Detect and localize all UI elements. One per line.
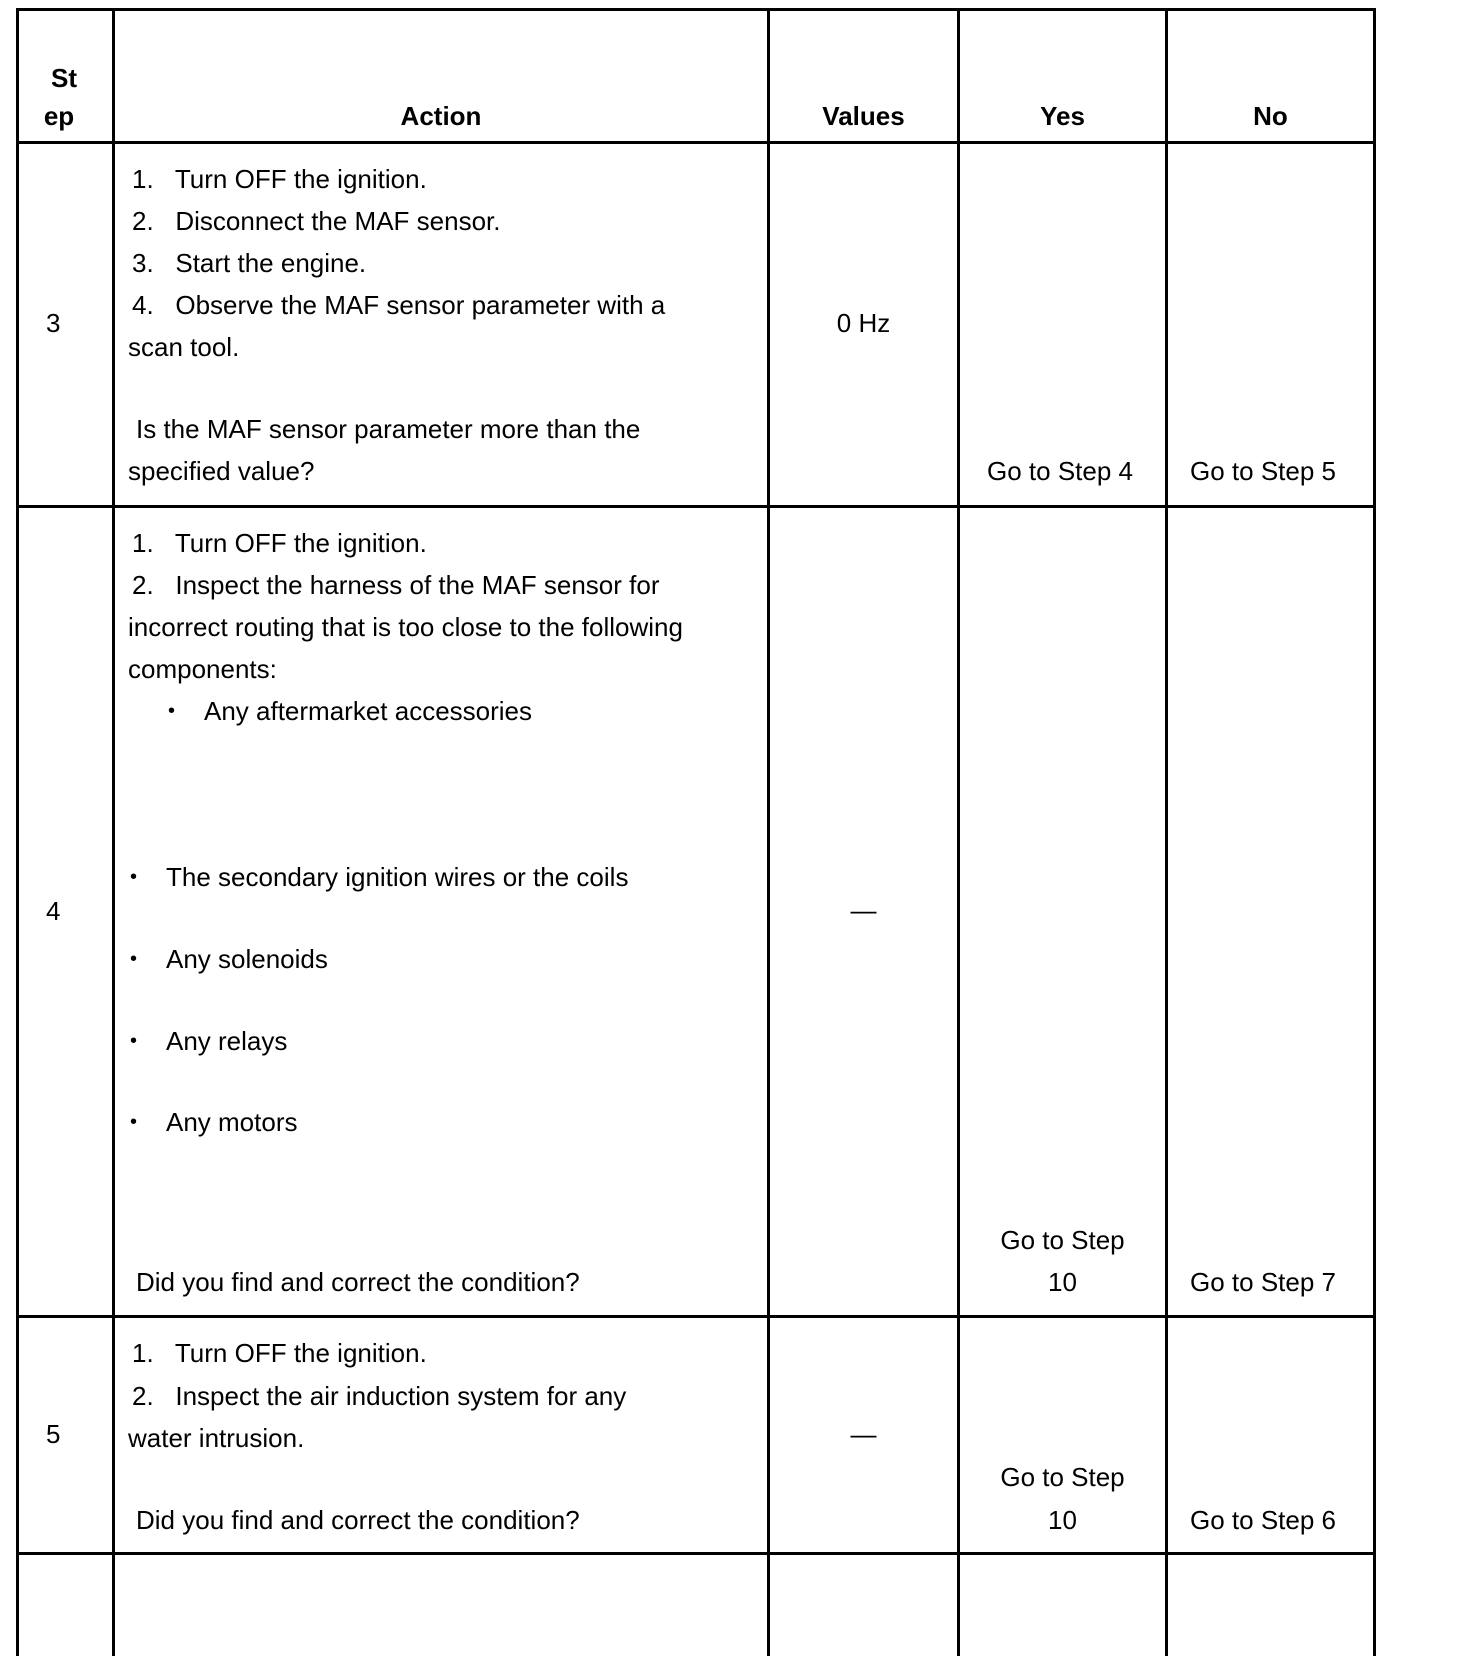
action-question: specified value? xyxy=(128,456,315,486)
action-item: 3. Start the engine. xyxy=(132,248,367,278)
step-number: 5 xyxy=(46,1419,61,1449)
no-cell: Go to Step 5 xyxy=(1190,456,1336,486)
action-item: 2. Inspect the harness of the MAF sensor for xyxy=(132,570,660,600)
bullet-icon: • xyxy=(130,866,138,888)
grid-line xyxy=(16,1552,1376,1555)
no-cell: Go to Step 6 xyxy=(1190,1505,1336,1535)
grid-line xyxy=(767,8,770,1656)
bullet-item: The secondary ignition wires or the coils xyxy=(166,862,629,892)
bullet-icon: • xyxy=(130,1111,138,1133)
bullet-item: Any solenoids xyxy=(166,944,328,974)
grid-line xyxy=(16,505,1376,508)
bullet-item: Any motors xyxy=(166,1107,298,1137)
bullet-item: Any aftermarket accessories xyxy=(204,696,533,726)
diagnostic-table xyxy=(16,8,1466,1656)
header-no: No xyxy=(1253,101,1288,131)
grid-line xyxy=(957,8,960,1656)
action-question: Did you find and correct the condition? xyxy=(136,1505,580,1535)
grid-line xyxy=(16,1315,1376,1318)
action-item: components: xyxy=(128,654,277,684)
bullet-icon: • xyxy=(130,948,138,970)
yes-cell: Go to Step 4 xyxy=(987,456,1133,486)
yes-cell-line2: 10 xyxy=(1048,1267,1077,1297)
action-item: incorrect routing that is too close to the following xyxy=(128,612,683,642)
yes-cell-line1: Go to Step xyxy=(1000,1462,1125,1492)
header-yes: Yes xyxy=(1040,101,1085,131)
yes-cell-line1: Go to Step xyxy=(1000,1225,1125,1255)
bullet-icon: • xyxy=(168,700,176,722)
action-item: 1. Turn OFF the ignition. xyxy=(132,528,427,558)
action-question: Is the MAF sensor parameter more than the xyxy=(136,414,641,444)
header-step-line2: ep xyxy=(43,101,75,131)
no-cell: Go to Step 7 xyxy=(1190,1267,1336,1297)
step-number: 3 xyxy=(46,308,61,338)
action-item: 4. Observe the MAF sensor parameter with a xyxy=(132,290,666,320)
action-item: 2. Inspect the air induction system for any xyxy=(132,1381,627,1411)
action-item: 1. Turn OFF the ignition. xyxy=(132,1338,427,1368)
action-item: scan tool. xyxy=(128,332,240,362)
grid-line xyxy=(1373,8,1376,1656)
value-cell: 0 Hz xyxy=(836,308,891,338)
grid-line xyxy=(112,8,115,1656)
action-item: 1. Turn OFF the ignition. xyxy=(132,164,427,194)
header-step-line1: St xyxy=(51,63,77,93)
action-item: water intrusion. xyxy=(128,1423,305,1453)
grid-line xyxy=(16,141,1376,144)
grid-line xyxy=(1165,8,1168,1656)
header-action: Action xyxy=(400,101,482,131)
yes-cell-line2: 10 xyxy=(1048,1505,1077,1535)
grid-line xyxy=(16,8,19,1656)
action-question: Did you find and correct the condition? xyxy=(136,1267,580,1297)
grid-line xyxy=(16,8,1376,11)
bullet-icon: • xyxy=(130,1030,138,1052)
header-values: Values xyxy=(822,101,905,131)
value-cell: — xyxy=(850,895,877,925)
bullet-item: Any relays xyxy=(166,1026,288,1056)
action-item: 2. Disconnect the MAF sensor. xyxy=(132,206,501,236)
step-number: 4 xyxy=(46,896,61,926)
value-cell: — xyxy=(850,1419,877,1449)
